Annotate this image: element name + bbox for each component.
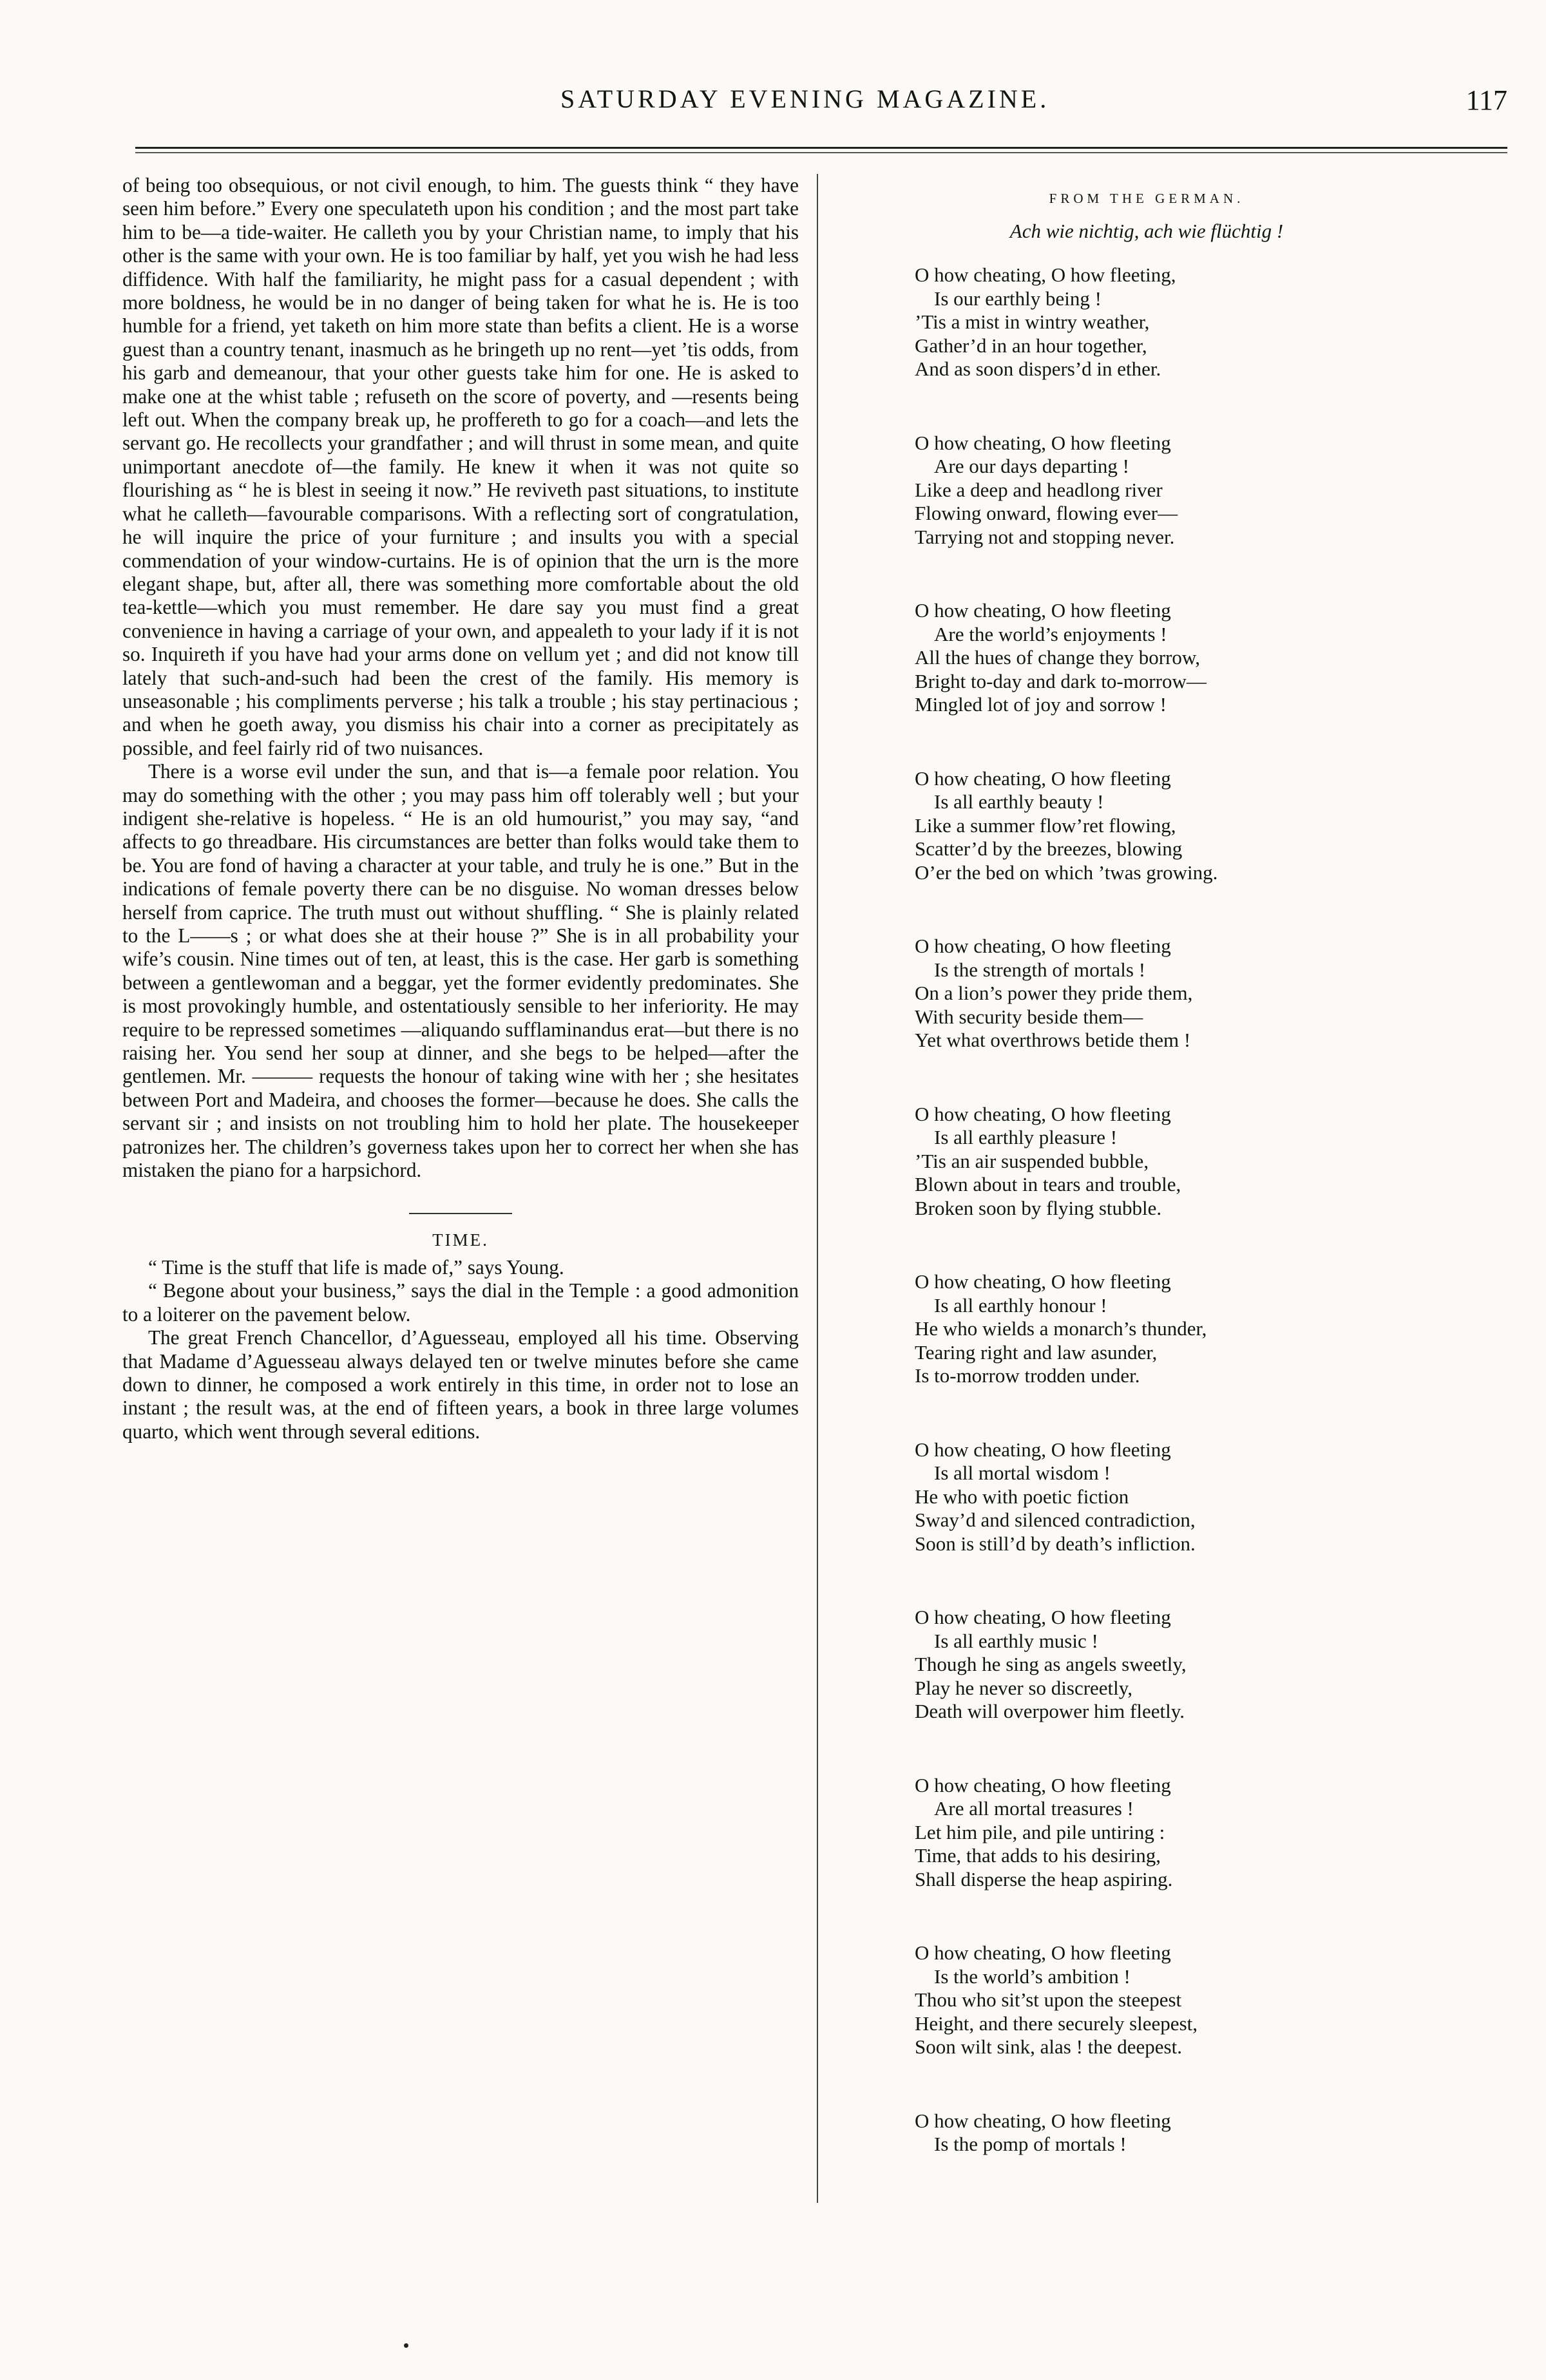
- poem-line: Is all mortal wisdom !: [934, 1461, 1111, 1484]
- poem-line: Bright to-day and dark to-morrow—: [915, 669, 1207, 692]
- poem-line: O how cheating, O how fleeting: [915, 935, 1171, 957]
- poem-stanzas: [915, 263, 1379, 2156]
- poem-line: Are our days departing !: [934, 455, 1130, 477]
- poem-line: Flowing onward, flowing ever—: [915, 502, 1178, 524]
- time-heading: TIME.: [122, 1213, 799, 1252]
- page-number: 117: [1465, 84, 1507, 116]
- poem-line: O how cheating, O how fleeting: [915, 599, 1171, 622]
- poem-line: Sway’d and silenced contradiction,: [915, 1509, 1196, 1531]
- time-paragraph-1: “ Time is the stuff that life is made of,” says Young.: [148, 1255, 564, 1279]
- essay-paragraph-1: of being too obsequious, or not civil enough, to him. The guests think “ they have seen him before.” Every one speculateth upon his condition ; and the most part take him to be—a tide-waiter. He calleth you by your Christian name, to imply that his other is the same with your own. He is too familiar by half, yet you wish he had less diffidence. With half the familiarity, he might pass for a casual dependent ; with more boldness, he would be in no danger of being taken for what he is. He is too humble for a friend, yet taketh on him more state than befits a client. He is a worse guest than a country tenant, inasmuch as he bringeth up no rent—yet ’tis odds, from his garb and demeanour, that your other guests take him for one. He is asked to make one at the whist table ; refuseth on the score of poverty, and —resents being left out. When the company break up, he proffereth to go for a coach—and lets the servant go. He recollects your grandfather ; and will thrust in some mean, and quite unimportant anecdote of—the family. He knew it when it was not quite so flourishing as “ he is blest in seeing it now.” He reviveth past situations, to institute what he calleth—favourable comparisons. With a reflecting sort of congratulation, he will inquire the price of your furniture ; and insults you with a special commendation of your window-curtains. He is of opinion that the urn is the more elegant shape, but, after all, there was something more comfortable about the old tea-kettle—which you must remember. He dare say you must find a great convenience in having a carriage of your own, and appealeth to your lady if it is not so. Inquireth if you have had your arms done on vellum yet ; and did not know till lately that such-and-such had been the crest of the family. His memory is unseasonable ; his compliments perverse ; his talk a trouble ; his stay pertinacious ; and when he goeth away, you dismiss his chair into a corner as precipitately as possible, and feel fairly rid of two nuisances.: [122, 174, 799, 759]
- poem-line: Is all earthly honour !: [934, 1293, 1107, 1317]
- poem-stanza: [915, 2109, 1379, 2156]
- poem-line: Let him pile, and pile untiring :: [915, 1820, 1165, 1843]
- poem-line: ’Tis an air suspended bubble,: [915, 1149, 1149, 1172]
- column-divider: [817, 174, 818, 2203]
- poem-line: Tarrying not and stopping never.: [915, 525, 1175, 548]
- poem-line: Is to-morrow trodden under.: [915, 1364, 1140, 1387]
- poem-line: With security beside them—: [915, 1005, 1143, 1028]
- essay-paragraph-2: There is a worse evil under the sun, and that is—a female poor relation. You may do something with the other ; you may pass him off tolerably well ; but your indigent she-relative is hopeless. “ He is an old humourist,” you may say, “and affects to go threadbare. His circumstances are better than folks would take them to be. You are fond of having a character at your table, and truly he is one.” But in the indications of female poverty there can be no disguise. No woman dresses below herself from caprice. The truth must out without shuffling. “ She is plainly related to the L——s ; or what does she at their house ?” She is in all probability your wife’s cousin. Nine times out of ten, at least, this is the case. Her garb is something between a gentlewoman and a beggar, yet the former evidently predominates. She is most provokingly humble, and ostentatiously sensible to her inferiority. He may require to be repressed sometimes —aliquando sufflaminandus erat—but there is no raising her. You send her soup at dinner, and she begs to be helped—after the gentlemen. Mr. ——— requests the honour of taking wine with her ; she hesitates between Port and Madeira, and chooses the former—because he does. She calls the servant sir ; and insists on not troubling him to hold her plate. The housekeeper patronizes her. The children’s governess takes upon her to correct her when she has mistaken the piano for a harpsichord.: [122, 760, 799, 1182]
- poem-line: Is the world’s ambition !: [934, 1965, 1131, 1988]
- poem-stanza: [915, 1103, 1379, 1221]
- poem-line: O how cheating, O how fleeting: [915, 1941, 1171, 1964]
- time-paragraph-2: “ Begone about your business,” says the dial in the Temple : a good admonition to a loiterer on the pavement below.: [122, 1279, 799, 1326]
- poem-line: O how cheating, O how fleeting: [915, 766, 1171, 790]
- poem-stanza: [915, 263, 1379, 381]
- poem-line: Death will overpower him fleetly.: [915, 1700, 1185, 1722]
- poem-stanza: [915, 935, 1379, 1052]
- poem-line: He who wields a monarch’s thunder,: [915, 1317, 1207, 1340]
- poem-line: Are all mortal treasures !: [934, 1797, 1134, 1820]
- poem-stanza: [915, 1774, 1379, 1892]
- header-rule: [135, 147, 1507, 153]
- poem-line: O how cheating, O how fleeting: [915, 431, 1171, 454]
- poem-line: Are the world’s enjoyments !: [934, 622, 1167, 645]
- ink-speck: [404, 2343, 408, 2348]
- time-paragraph-3: The great French Chancellor, d’Aguesseau, employed all his time. Observing that Madame d’Aguesseau always delayed ten or twelve minutes before she came down to dinner, he composed a work entirely in this time, in order not to lose an instant ; the result was, at the end of fifteen years, a book in three large volumes quarto, which went through several editions.: [122, 1326, 799, 1443]
- poem-line: He who with poetic fiction: [915, 1485, 1129, 1508]
- left-column: [122, 174, 799, 1443]
- poem-line: Blown about in tears and trouble,: [915, 1173, 1181, 1195]
- poem-line: Is the strength of mortals !: [934, 958, 1146, 981]
- poem-line: O how cheating, O how fleeting: [915, 2109, 1171, 2132]
- poem-stanza: [915, 1606, 1379, 1724]
- poem-stanza: [915, 1941, 1379, 2059]
- poem-line: O how cheating, O how fleeting: [915, 1102, 1171, 1125]
- poem-stanza: [915, 599, 1379, 717]
- poem-line: Play he never so discreetly,: [915, 1676, 1133, 1699]
- poem-line: And as soon dispers’d in ether.: [915, 357, 1161, 380]
- poem-line: Is our earthly being !: [934, 287, 1102, 310]
- right-column: [915, 187, 1379, 2207]
- poem-line: Height, and there securely sleepest,: [915, 2012, 1198, 2035]
- poem-line: Is the pomp of mortals !: [934, 2133, 1127, 2155]
- poem-line: Like a summer flow’ret flowing,: [915, 814, 1176, 837]
- poem-line: Soon wilt sink, alas ! the deepest.: [915, 2035, 1182, 2058]
- poem-line: Is all earthly beauty !: [934, 790, 1104, 813]
- poem-line: Gather’d in an hour together,: [915, 334, 1147, 357]
- poem-line: Is all earthly pleasure !: [934, 1126, 1118, 1148]
- poem-line: O how cheating, O how fleeting,: [915, 263, 1176, 286]
- poem-line: Tearing right and law asunder,: [915, 1340, 1158, 1364]
- poem-line: Soon is still’d by death’s infliction.: [915, 1532, 1196, 1555]
- poem-source: FROM THE GERMAN.: [1049, 191, 1245, 206]
- poem-line: Is all earthly music !: [934, 1629, 1098, 1652]
- poem-line: O how cheating, O how fleeting: [915, 1270, 1171, 1293]
- poem-line: O’er the bed on which ’twas growing.: [915, 861, 1218, 884]
- poem-line: Thou who sit’st upon the steepest: [915, 1988, 1182, 2011]
- poem-stanza: [915, 1438, 1379, 1556]
- poem-line: O how cheating, O how fleeting: [915, 1606, 1171, 1628]
- running-head: SATURDAY EVENING MAGAZINE.: [560, 84, 1050, 113]
- poem-line: O how cheating, O how fleeting: [915, 1773, 1171, 1796]
- poem-epigraph: Ach wie nichtig, ach wie flüchtig !: [1009, 219, 1284, 242]
- poem-line: O how cheating, O how fleeting: [915, 1438, 1171, 1461]
- poem-line: Mingled lot of joy and sorrow !: [915, 693, 1167, 716]
- poem-line: Scatter’d by the breezes, blowing: [915, 837, 1183, 860]
- poem-line: Broken soon by flying stubble.: [915, 1196, 1162, 1219]
- poem-line: Shall disperse the heap aspiring.: [915, 1867, 1173, 1890]
- poem-line: Yet what overthrows betide them !: [915, 1029, 1191, 1051]
- poem-line: Time, that adds to his desiring,: [915, 1844, 1161, 1867]
- poem-line: Though he sing as angels sweetly,: [915, 1653, 1187, 1675]
- poem-line: Like a deep and headlong river: [915, 478, 1163, 501]
- poem-line: ’Tis a mist in wintry weather,: [915, 310, 1150, 333]
- poem-line: On a lion’s power they pride them,: [915, 982, 1193, 1004]
- poem-stanza: [915, 432, 1379, 549]
- poem-line: All the hues of change they borrow,: [915, 646, 1201, 669]
- poem-stanza: [915, 1270, 1379, 1388]
- poem-stanza: [915, 767, 1379, 885]
